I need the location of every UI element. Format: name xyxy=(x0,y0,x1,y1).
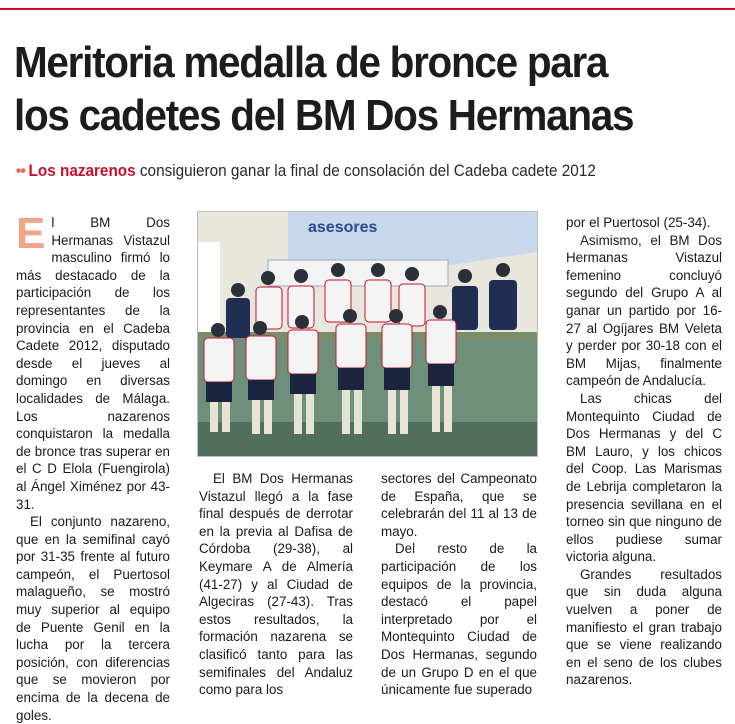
paragraph-4-cont: por el Puertosol (25-34). xyxy=(566,215,711,230)
paragraph-3: El BM Dos Hermanas Vistazul llegó a la fase final después de derrotar en la previa al Dafisa de Córdoba (29-38), al Keymare A de Almería (41-27) y al Ciudad de Algeciras (27-43). Tras estos resultados, la formación nazarena se clasificó tanto para las semifinales del Andaluz como para los xyxy=(199,471,353,698)
paragraph-4: Del resto de la participación de los equipos de la provincia, destacó el papel interpretado por el Montequinto Ciudad de Dos Hermanas, segundo de un Grupo D en el que únicamente fue superado xyxy=(381,541,537,698)
paragraph-7: Grandes resultados que sin duda alguna vuelven a poner de manifiesto el gran trabajo que se viene realizando en el seno de los clubes nazarenos. xyxy=(566,566,722,688)
paragraph-3-cont: sectores del Campeonato de España, que se celebrarán del 11 al 13 de mayo. xyxy=(381,471,537,539)
subhead-text: consiguieron ganar la final de consolación del Cadeba cadete 2012 xyxy=(135,161,596,180)
article-column-2 xyxy=(199,470,353,699)
photo-banner-text: asesores xyxy=(308,219,378,236)
paragraph-6: Las chicas del Montequinto Ciudad de Dos Hermanas y del C BM Lauro, y los chicos del Coop. Las Marismas de Lebrija completaron la presencia sevillana en el torneo sin que ninguno de ellos pudiese sumar victoria alguna. xyxy=(566,390,722,565)
top-rule xyxy=(0,8,735,10)
paragraph-2: El conjunto nazareno, que en la semifinal cayó por 31-35 frente al futuro campeón, el Puertosol malagueño, se mostró muy superior al equipo de Puente Genil en la lucha por la tercera posición, con diferencias que se movieron por encima de la decena de goles. xyxy=(16,514,170,723)
headline: Meritoria medalla de bronce para los cadetes del BM Dos Hermanas xyxy=(14,38,634,140)
subhead xyxy=(16,160,664,182)
subhead-lead: Los nazarenos xyxy=(28,161,136,180)
team-photo xyxy=(197,211,538,457)
article-column-3 xyxy=(381,470,537,699)
paragraph-intro xyxy=(16,209,170,513)
article-column-4 xyxy=(566,214,722,689)
subhead-bullet: •• xyxy=(16,161,25,180)
paragraph-1: l BM Dos Hermanas Vistazul masculino firmó lo más destacado de la participación de los representantes de la provincia en el Cadeba Cadete 2012, disputado desde el jueves al domingo en diversas localidades de Málaga. Los nazarenos conquistaron la medalla de bronce tras superar en el C D Elola (Fuengirola) al Ángel Ximénez por 43-31. xyxy=(16,215,170,512)
paragraph-5: Asimismo, el BM Dos Hermanas Vistazul femenino concluyó segundo del Grupo A al ganar un partido por 16-27 al Ogíjares BM Veleta y perder por 30-18 con el BM Mijas, finalmente campeón de Andalucía. xyxy=(566,232,722,389)
drop-cap: E xyxy=(16,209,46,258)
article-column-1 xyxy=(16,209,170,724)
